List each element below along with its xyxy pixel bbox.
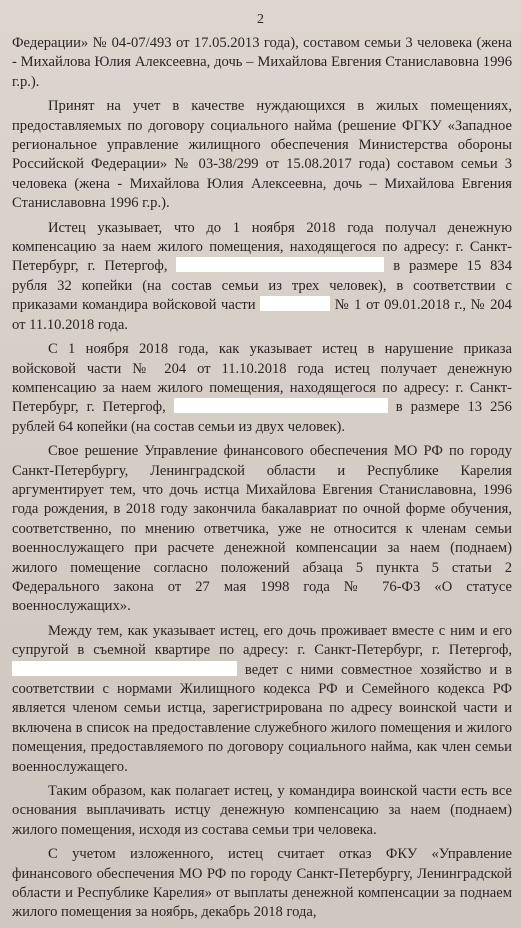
- paragraph: [12, 340, 512, 437]
- paragraph-text: в размере 15 834 рубля 32 копейки (на состав семьи из трех человек), в соответствии с приказами командира войсковой части: [12, 258, 512, 314]
- redacted-address: [12, 661, 237, 676]
- redacted-address: [176, 257, 384, 272]
- paragraph-text: ведет с ними совместное хозяйство и в соответствии с нормами Жилищного кодекса РФ и Семейного кодекса РФ является членом семьи истца, зарегистрирована по адресу воинской части и включена в список на предоставление служебного жилого помещения и жилого помещения, предоставляемого по договору социального найма, как член семьи военнослужащего.: [12, 661, 512, 775]
- paragraph: [12, 622, 512, 777]
- paragraph-text: Между тем, как указывает истец, его дочь проживает вместе с ним и его супругой в съемной квартире по адресу: г. Санкт-Петербург, г. Петергоф,: [12, 622, 512, 659]
- paragraph-text: в размере 13 256 рублей 64 копейки (на состав семьи из двух человек).: [12, 399, 512, 435]
- paragraph-text: С 1 ноября 2018 года, как указывает истец в нарушение приказа войсковой части № 204 от 11.10.2018 года истец получает денежную компенсацию за наем жилого помещения, находящегося по адресу: г. Санкт-Петербург, г. Петергоф,: [12, 341, 512, 416]
- document-body: [12, 34, 512, 928]
- page-number: 2: [257, 12, 264, 27]
- paragraph: Федерации» № 04-07/493 от 17.05.2013 года), составом семьи 3 человека (жена - Михайлова Юлия Алексеевна, дочь – Михайлова Евгения Станиславовна 1996 г.р.).: [12, 35, 512, 90]
- paragraph: С учетом изложенного, истец считает отказ ФКУ «Управление финансового обеспечения МО РФ по городу Санкт-Петербургу, Ленинградской области и Республике Карелия» от выплаты денежной компенсации за поднаем жилого помещения за ноябрь, декабрь 2018 года,: [12, 846, 512, 921]
- paragraph: Таким образом, как полагает истец, у командира воинской части есть все основания выплачивать истцу денежную компенсацию за наем (поднаем) жилого помещения, исходя из состава семьи три человека.: [12, 783, 512, 838]
- paragraph: Принят на учет в качестве нуждающихся в жилых помещениях, предоставляемых по договору социального найма (решение ФГКУ «Западное региональное управление жилищного обеспечения Министерства обороны Российской Федерации» № 03-38/299 от 15.08.2017 года) составом семьи 3 человека (жена - Михайлова Юлия Алексеевна, дочь – Михайлова Евгения Станиславовна 1996 г.р.).: [12, 98, 512, 212]
- paragraph: [12, 219, 512, 335]
- redacted-address: [174, 398, 388, 413]
- paragraph: Свое решение Управление финансового обеспечения МО РФ по городу Санкт-Петербургу, Ленинградской области и Республике Карелия аргументирует тем, что дочь истца Михайлова Евгения Станиславовна, 1996 года рождения, в 2018 году закончила бакалавриат по очной форме обучения, соответственно, по мнению ответчика, уже не относится к членам семьи военнослужащего при расчете денежной компенсации за наем (поднаем) жилого помещение согласно положений абзаца 5 пункта 5 статьи 2 Федерального закона от 27 мая 1998 года № 76-ФЗ «О статусе военнослужащих».: [12, 443, 512, 615]
- paragraph-text: № 1 от 09.01.2018 г., № 204 от 11.10.2018 года.: [12, 297, 512, 333]
- paragraph-text: Истец указывает, что до 1 ноября 2018 года получал денежную компенсацию за наем жилого помещения, находящегося по адресу: г. Санкт-Петербург, г. Петергоф,: [12, 219, 512, 275]
- redacted-unit-number: [260, 296, 330, 311]
